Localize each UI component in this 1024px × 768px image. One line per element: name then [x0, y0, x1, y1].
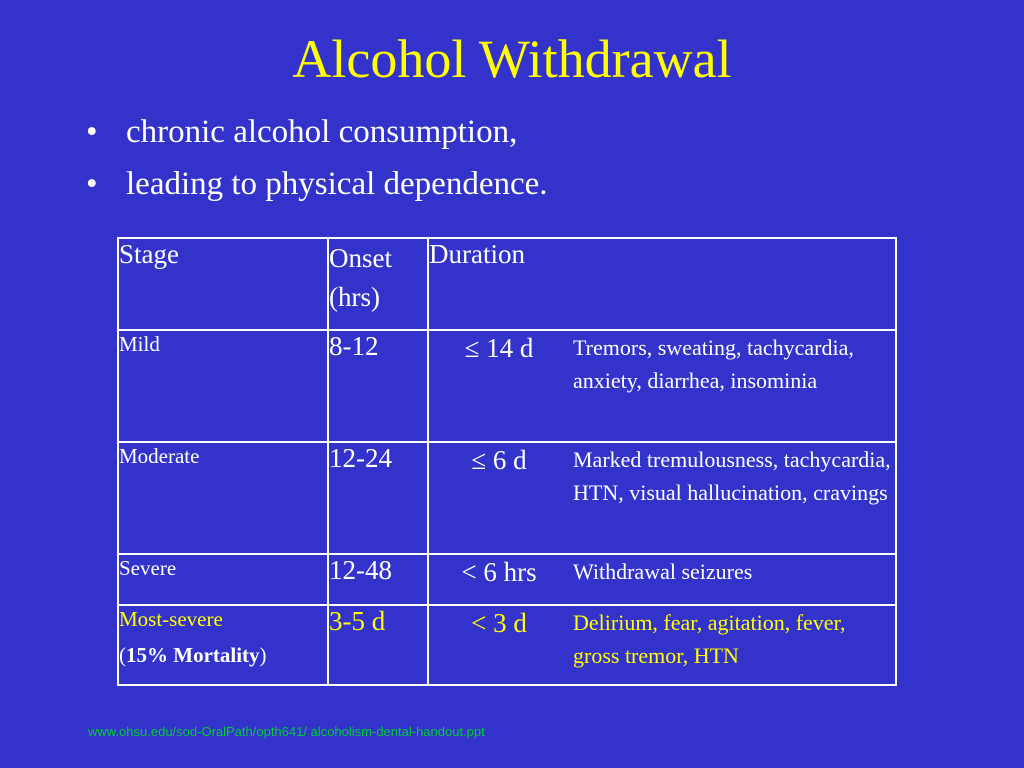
symptoms-text: Delirium, fear, agitation, fever, gross tremor, HTN	[573, 610, 846, 668]
mortality-paren-close: )	[259, 643, 267, 667]
header-onset-unit: (hrs)	[329, 282, 380, 312]
duration-cell	[428, 554, 896, 605]
source-link[interactable]: www.ohsu.edu/sod-OralPath/opth641/ alcoholism-dental-handout.ppt	[88, 724, 485, 739]
onset-cell: 12-48	[328, 554, 428, 605]
duration-value: < 6 hrs	[461, 557, 537, 587]
stage-label: Most-severe	[119, 607, 223, 631]
duration-value: < 3 d	[471, 608, 527, 638]
onset-cell: 8-12	[328, 330, 428, 442]
bullet-text: chronic alcohol consumption,	[126, 114, 518, 150]
duration-cell	[428, 442, 896, 554]
bullet-text: leading to physical dependence.	[126, 166, 548, 202]
mortality-text: 15% Mortality	[126, 643, 260, 667]
bullet-item	[86, 106, 548, 158]
mortality-paren-open: (	[119, 643, 126, 667]
table-header-row	[118, 238, 896, 330]
symptoms-text: Tremors, sweating, tachycardia, anxiety, diarrhea, insominia	[573, 335, 854, 393]
onset-cell: 3-5 d	[328, 605, 428, 685]
onset-cell: 12-24	[328, 442, 428, 554]
slide-title: Alcohol Withdrawal	[292, 29, 732, 89]
stage-cell: Moderate	[118, 442, 328, 554]
bullet-item	[86, 158, 548, 210]
table-row	[118, 330, 896, 442]
symptoms-text: Marked tremulousness, tachycardia, HTN, visual hallucination, cravings	[573, 447, 891, 505]
symptoms-text: Withdrawal seizures	[573, 559, 753, 584]
bullet-list	[86, 106, 548, 210]
table-row	[118, 442, 896, 554]
duration-value: ≤ 6 d	[471, 445, 527, 475]
header-onset	[328, 238, 428, 330]
bullet-icon: •	[86, 166, 98, 202]
bullet-icon: •	[86, 114, 98, 150]
stage-cell	[118, 605, 328, 685]
header-duration: Duration	[428, 238, 896, 330]
table-row	[118, 605, 896, 685]
withdrawal-stages-table	[117, 237, 897, 686]
header-stage: Stage	[118, 238, 328, 330]
stage-cell: Mild	[118, 330, 328, 442]
duration-cell	[428, 330, 896, 442]
mortality-note	[119, 642, 327, 668]
table-row	[118, 554, 896, 605]
stage-cell: Severe	[118, 554, 328, 605]
duration-value: ≤ 14 d	[464, 333, 534, 363]
duration-cell	[428, 605, 896, 685]
header-onset-label: Onset	[329, 243, 392, 273]
